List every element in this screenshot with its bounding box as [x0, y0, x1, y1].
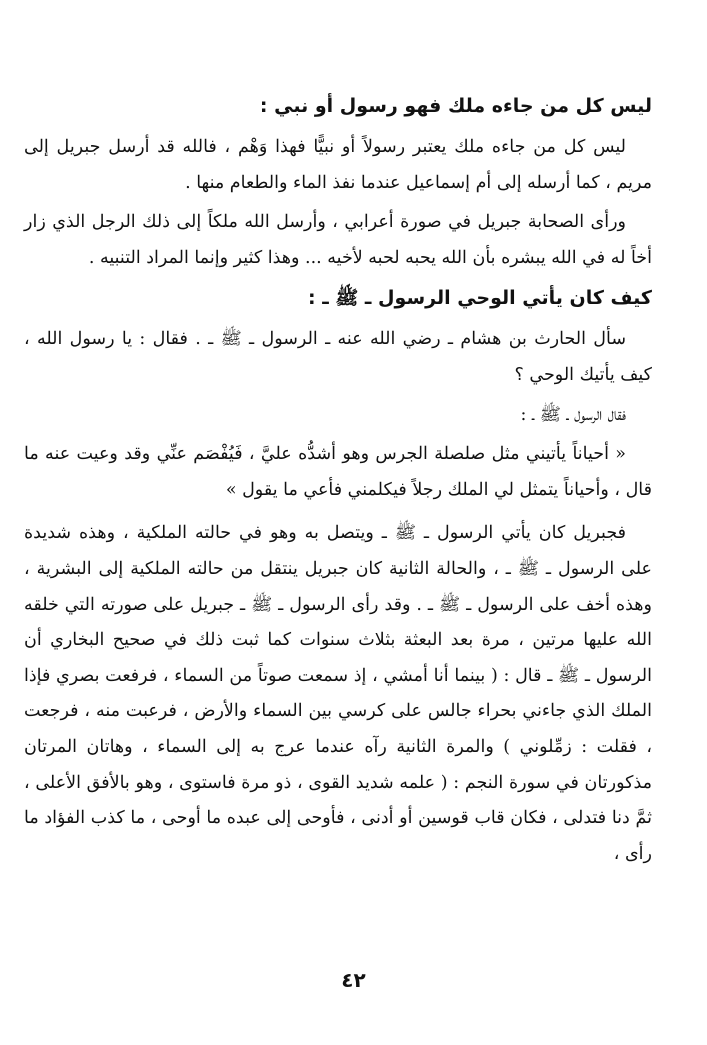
- section-heading-revelation: كيف كان يأتي الوحي الرسول ـ ﷺ ـ :: [308, 287, 652, 310]
- paragraph: سأل الحارث بن هشام ـ رضي الله عنه ـ الرسول ـ ﷺ ـ . فقال : يا رسول الله ، كيف يأتيك الوحي ؟: [24, 329, 652, 385]
- page-number: ٤٢: [341, 968, 366, 992]
- paragraph: ليس كل من جاءه ملك يعتبر رسولاً أو نبيًّا فهذا وَهْم ، فالله قد أرسل جبريل إلى مريم ، كما أرسله إلى أم إسماعيل عندما نفذ الماء والطعام منها .: [24, 137, 652, 193]
- paragraph: ورأى الصحابة جبريل في صورة أعرابي ، وأرسل الله ملكاً إلى ذلك الرجل الذي زار أخاً له في الله يبشره بأن الله يحبه لحبه لأخيه ... وهذا كثير وإنما المراد التنبيه .: [24, 212, 652, 268]
- page-body: [24, 92, 652, 876]
- paragraph: فجبريل كان يأتي الرسول ـ ﷺ ـ ويتصل به وهو في حالته الملكية ، وهذه شديدة على الرسول ـ ﷺ ـ ، والحالة الثانية كان جبريل ينتقل من حالته الملكية إلى البشرية ، وهذه أخف على الرسول ـ ﷺ ـ . وقد رأى الرسول ـ ﷺ ـ جبريل على صورته التي خلقه الله عليها مرتين ، مرة بعد البعثة بثلاث سنوات كما ثبت ذلك في صحيح البخاري أن الرسول ـ ﷺ ـ قال : ( بينما أنا أمشي ، إذ سمعت صوتاً من السماء ، فرفعت بصري فإذا الملك الذي جاءني بحراء جالس على كرسي بين السماء والأرض ، فرعبت منه ، فرجعت ، فقلت : زمِّلوني ) والمرة الثانية رآه عندما عرج به إلى السماء ، وهاتان المرتان مذكورتان في سورة النجم : ( علمه شديد القوى ، ذو مرة فاستوى ، وهو بالأفق الأعلى ، ثمَّ دنا فتدلى ، فكان قاب قوسين أو أدنى ، فأوحى إلى عبده ما أوحى ، ما كذب الفؤاد ما رأى ،: [24, 523, 652, 864]
- section-heading-messenger: ليس كل من جاءه ملك فهو رسول أو نبي :: [259, 95, 652, 117]
- paragraph: فقال الرسول ـ ﷺ ـ :: [520, 404, 626, 425]
- hadith-quote: « أحياناً يأتيني مثل صلصلة الجرس وهو أشدُّه عليَّ ، فَيُفْصَم عنِّي وقد وعيت عنه ما قال ، وأحياناً يتمثل لي الملك رجلاً فيكلمني فأعي ما يقول »: [24, 444, 652, 500]
